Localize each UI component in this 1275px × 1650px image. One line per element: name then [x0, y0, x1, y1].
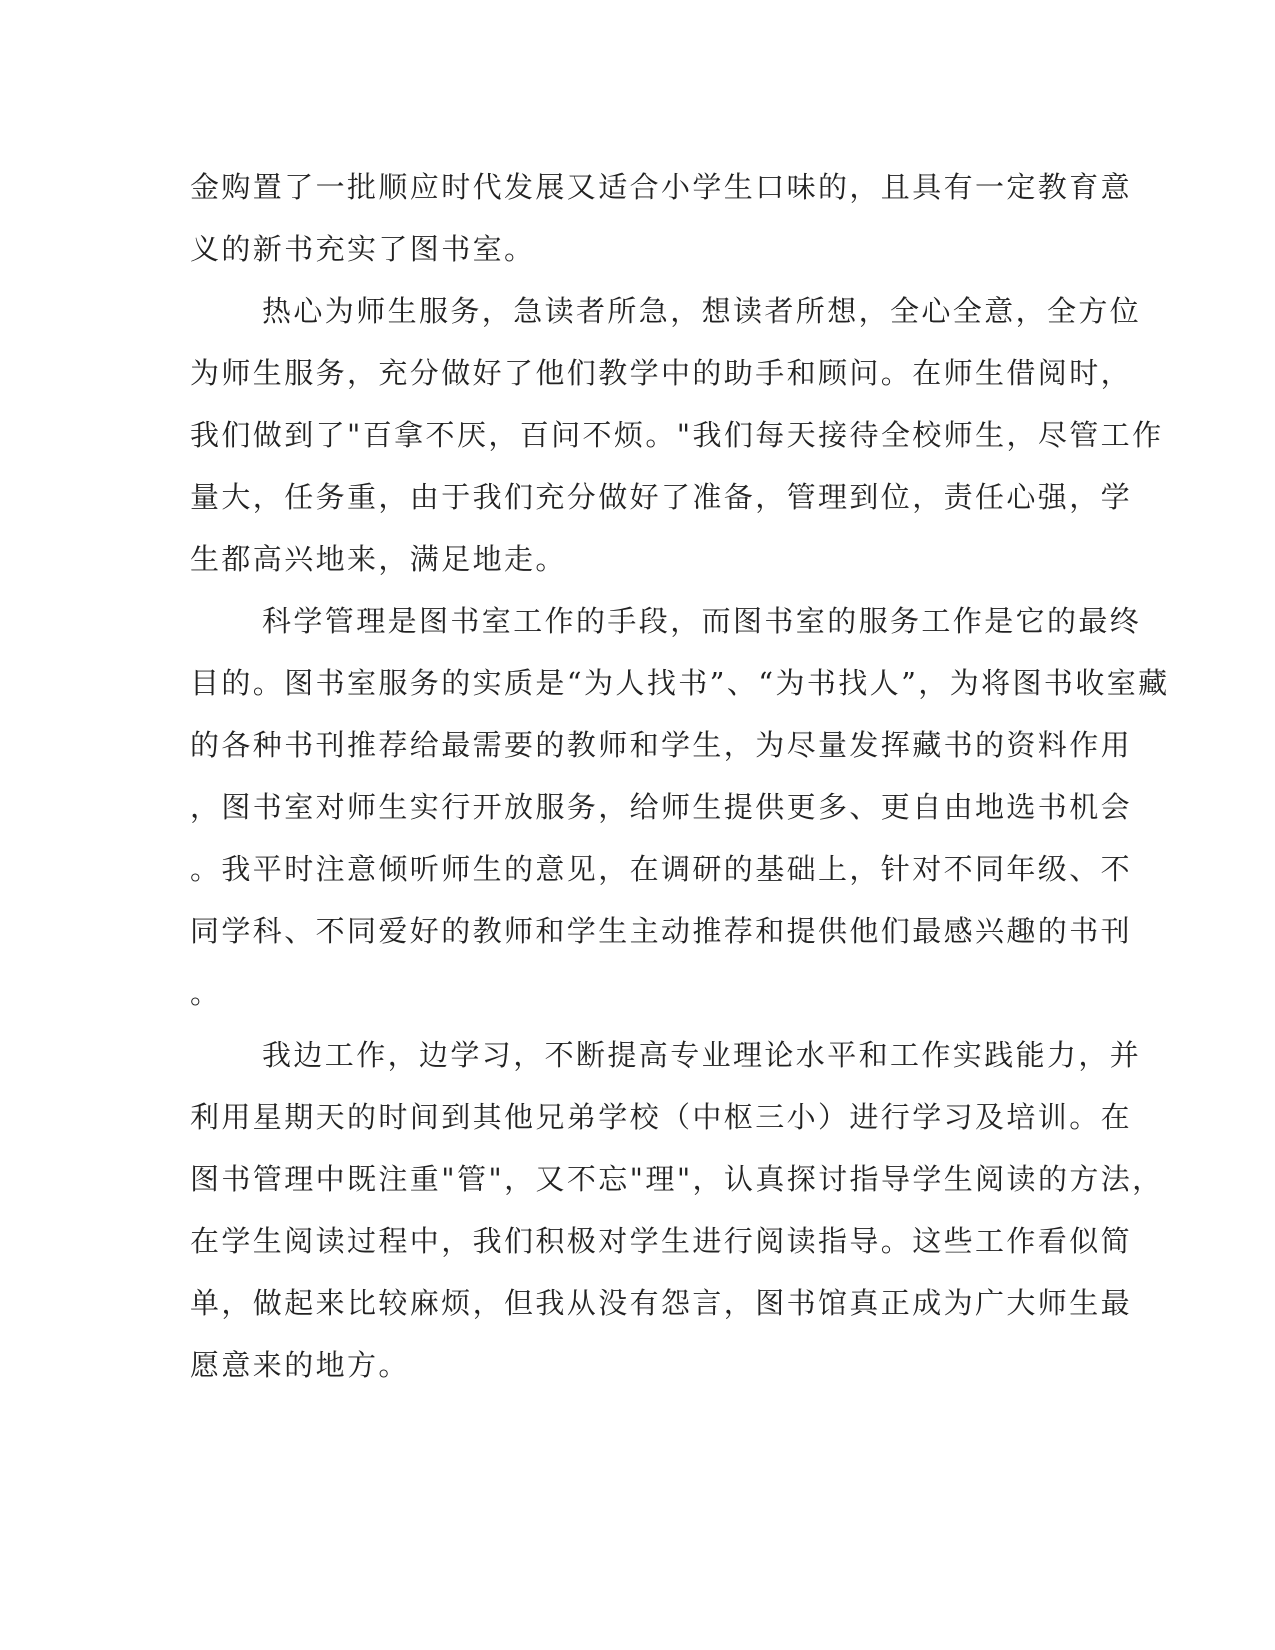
text-line: 图书管理中既注重"管"，又不忘"理"，认真探讨指导学生阅读的方法，	[190, 1162, 1164, 1196]
text-line: 。我平时注意倾听师生的意见，在调研的基础上，针对不同年级、不	[190, 852, 1133, 886]
text-line: 在学生阅读过程中，我们积极对学生进行阅读指导。这些工作看似简	[190, 1224, 1133, 1258]
document-body	[190, 156, 1170, 1396]
text-line: 量大，任务重，由于我们充分做好了准备，管理到位，责任心强，学	[190, 480, 1133, 514]
text-line: 热心为师生服务，急读者所急，想读者所想，全心全意，全方位	[262, 294, 1142, 328]
text-line: 我们做到了"百拿不厌，百问不烦。"我们每天接待全校师生，尽管工作	[190, 418, 1164, 452]
text-line: 单，做起来比较麻烦，但我从没有怨言，图书馆真正成为广大师生最	[190, 1286, 1133, 1320]
text-line: 义的新书充实了图书室。	[190, 232, 536, 266]
text-line: 。	[190, 976, 222, 1010]
text-line: 科学管理是图书室工作的手段，而图书室的服务工作是它的最终	[262, 604, 1142, 638]
text-line: 同学科、不同爱好的教师和学生主动推荐和提供他们最感兴趣的书刊	[190, 914, 1133, 948]
text-line: 目的。图书室服务的实质是“为人找书”、“为书找人”，为将图书收室藏	[190, 666, 1170, 700]
text-line: 为师生服务，充分做好了他们教学中的助手和顾问。在师生借阅时，	[190, 356, 1133, 390]
text-line: 的各种书刊推荐给最需要的教师和学生，为尽量发挥藏书的资料作用	[190, 728, 1133, 762]
text-line: ，图书室对师生实行开放服务，给师生提供更多、更自由地选书机会	[190, 790, 1133, 824]
text-line: 金购置了一批顺应时代发展又适合小学生口味的，且具有一定教育意	[190, 170, 1133, 204]
text-line: 我边工作，边学习，不断提高专业理论水平和工作实践能力，并	[262, 1038, 1142, 1072]
text-line: 愿意来的地方。	[190, 1348, 410, 1382]
text-line: 利用星期天的时间到其他兄弟学校（中枢三小）进行学习及培训。在	[190, 1100, 1133, 1134]
text-line: 生都高兴地来，满足地走。	[190, 542, 567, 576]
